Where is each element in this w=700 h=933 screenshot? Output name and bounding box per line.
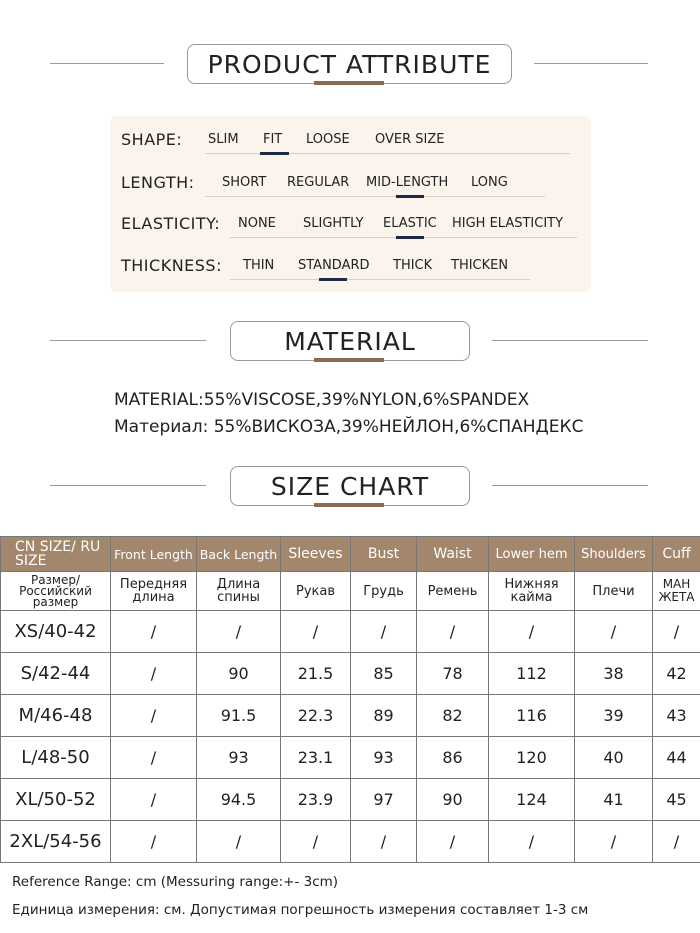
column-header-ru: Плечи — [575, 572, 653, 611]
attribute-option: THICK — [393, 258, 433, 273]
column-header: Back Length — [197, 537, 281, 572]
table-cell: / — [111, 779, 197, 821]
attribute-option-selected — [366, 175, 448, 190]
column-header: Bust — [351, 537, 417, 572]
table-cell: / — [351, 611, 417, 653]
attribute-option: THICKEN — [451, 258, 509, 273]
table-cell: 120 — [489, 737, 575, 779]
table-cell: / — [489, 821, 575, 863]
column-header-ru: Передняя длина — [111, 572, 197, 611]
product-attribute-header — [0, 44, 700, 84]
table-cell: 94.5 — [197, 779, 281, 821]
table-cell: / — [417, 821, 489, 863]
title-accent-bar — [314, 81, 384, 85]
attribute-option-label: ELASTIC — [383, 216, 437, 231]
attribute-label: THICKNESS: — [121, 256, 222, 275]
table-cell: 93 — [351, 737, 417, 779]
table-cell: 85 — [351, 653, 417, 695]
attribute-label: SHAPE: — [121, 130, 183, 149]
attribute-option: LONG — [471, 175, 508, 190]
size-chart-table — [0, 536, 700, 863]
table-cell: / — [197, 821, 281, 863]
attribute-label: ELASTICITY: — [121, 214, 221, 233]
table-cell: 41 — [575, 779, 653, 821]
section-title-box — [230, 321, 470, 361]
table-cell: / — [351, 821, 417, 863]
attribute-option: THIN — [243, 258, 275, 273]
column-header: Waist — [417, 537, 489, 572]
attribute-option: OVER SIZE — [375, 132, 445, 147]
column-header-ru: Ремень — [417, 572, 489, 611]
size-cell: M/46-48 — [1, 695, 111, 737]
table-row — [1, 695, 700, 737]
table-cell: 40 — [575, 737, 653, 779]
column-header-ru: Длина спины — [197, 572, 281, 611]
table-cell: 44 — [653, 737, 700, 779]
column-header: Lower hem — [489, 537, 575, 572]
attribute-option: SLIGHTLY — [303, 216, 364, 231]
attribute-option-selected — [298, 258, 370, 273]
table-cell: / — [111, 821, 197, 863]
column-header: Front Length — [111, 537, 197, 572]
table-cell: 21.5 — [281, 653, 351, 695]
attribute-option-label: FIT — [263, 132, 283, 147]
size-cell: XS/40-42 — [1, 611, 111, 653]
table-cell: 89 — [351, 695, 417, 737]
selected-mark — [260, 152, 289, 155]
attribute-option-selected — [263, 132, 282, 147]
attribute-baseline — [205, 196, 545, 197]
table-cell: 112 — [489, 653, 575, 695]
table-cell: 90 — [197, 653, 281, 695]
divider-right — [534, 63, 648, 64]
table-cell: 82 — [417, 695, 489, 737]
size-cell: 2XL/54-56 — [1, 821, 111, 863]
divider-left — [50, 340, 206, 341]
column-header: CN SIZE/ RU SIZE — [1, 537, 111, 572]
attribute-row-elasticity — [110, 210, 591, 240]
section-title-box — [230, 466, 470, 506]
attribute-row-thickness — [110, 252, 591, 282]
title-accent-bar — [314, 503, 384, 507]
selected-mark — [319, 278, 347, 281]
divider-left — [50, 485, 206, 486]
reference-range-russian: Единица измерения: см. Допустимая погрешность измерения составляет 1-3 см — [12, 902, 589, 918]
table-cell: 90 — [417, 779, 489, 821]
table-cell: 93 — [197, 737, 281, 779]
column-header-ru: Рукав — [281, 572, 351, 611]
table-cell: 91.5 — [197, 695, 281, 737]
selected-mark — [396, 236, 424, 239]
column-header: Cuff — [653, 537, 700, 572]
table-cell: / — [111, 611, 197, 653]
table-cell: / — [653, 611, 700, 653]
column-header-ru: МАН ЖЕТА — [653, 572, 700, 611]
attribute-label: LENGTH: — [121, 173, 195, 192]
table-cell: 43 — [653, 695, 700, 737]
header-row-russian — [1, 572, 700, 611]
table-row — [1, 821, 700, 863]
material-english: MATERIAL:55%VISCOSE,39%NYLON,6%SPANDEX — [114, 390, 530, 410]
table-cell: / — [575, 611, 653, 653]
attribute-option-selected — [383, 216, 437, 231]
size-chart-title: SIZE CHART — [270, 471, 430, 501]
column-header-ru: Грудь — [351, 572, 417, 611]
size-chart-header — [0, 466, 700, 506]
table-cell: 42 — [653, 653, 700, 695]
attribute-row-length — [110, 169, 591, 199]
column-header: Sleeves — [281, 537, 351, 572]
table-cell: / — [489, 611, 575, 653]
table-cell: 78 — [417, 653, 489, 695]
attribute-option: SLIM — [208, 132, 239, 147]
attribute-option: HIGH ELASTICITY — [452, 216, 564, 231]
table-cell: 124 — [489, 779, 575, 821]
attribute-baseline — [230, 279, 530, 280]
header-row-english — [1, 537, 700, 572]
attribute-row-shape — [110, 126, 591, 156]
table-cell: / — [111, 737, 197, 779]
section-title-box — [187, 44, 512, 84]
table-row — [1, 611, 700, 653]
title-accent-bar — [314, 358, 384, 362]
selected-mark — [396, 195, 424, 198]
divider-right — [492, 340, 648, 341]
material-title: MATERIAL — [284, 326, 416, 356]
table-cell: 23.1 — [281, 737, 351, 779]
table-cell: 23.9 — [281, 779, 351, 821]
material-russian: Материал: 55%ВИСКОЗА,39%НЕЙЛОН,6%СПАНДЕКС — [114, 417, 584, 437]
table-cell: 116 — [489, 695, 575, 737]
table-cell: / — [653, 821, 700, 863]
table-cell: 39 — [575, 695, 653, 737]
attribute-panel — [110, 116, 591, 292]
table-row — [1, 779, 700, 821]
divider-left — [50, 63, 164, 64]
column-header-ru: Размер/ Российский размер — [1, 572, 111, 611]
reference-range-english: Reference Range: cm (Messuring range:+- 3cm) — [12, 874, 339, 890]
table-cell: 22.3 — [281, 695, 351, 737]
attribute-option-label: MID-LENGTH — [366, 175, 449, 190]
table-cell: 86 — [417, 737, 489, 779]
table-cell: 38 — [575, 653, 653, 695]
table-cell: / — [575, 821, 653, 863]
table-row — [1, 737, 700, 779]
size-cell: XL/50-52 — [1, 779, 111, 821]
table-cell: / — [281, 611, 351, 653]
attribute-option: REGULAR — [287, 175, 350, 190]
table-cell: / — [111, 695, 197, 737]
divider-right — [492, 485, 648, 486]
table-cell: / — [417, 611, 489, 653]
table-cell: 45 — [653, 779, 700, 821]
size-cell: S/42-44 — [1, 653, 111, 695]
size-cell: L/48-50 — [1, 737, 111, 779]
material-header — [0, 321, 700, 361]
table-cell: / — [197, 611, 281, 653]
column-header: Shoulders — [575, 537, 653, 572]
column-header-ru: Нижняя кайма — [489, 572, 575, 611]
table-cell: / — [111, 653, 197, 695]
product-attribute-title: PRODUCT ATTRIBUTE — [207, 49, 492, 79]
attribute-option: SHORT — [222, 175, 267, 190]
table-cell: / — [281, 821, 351, 863]
attribute-option: LOOSE — [306, 132, 350, 147]
attribute-option-label: STANDARD — [298, 258, 370, 273]
attribute-option: NONE — [238, 216, 276, 231]
table-row — [1, 653, 700, 695]
table-cell: 97 — [351, 779, 417, 821]
